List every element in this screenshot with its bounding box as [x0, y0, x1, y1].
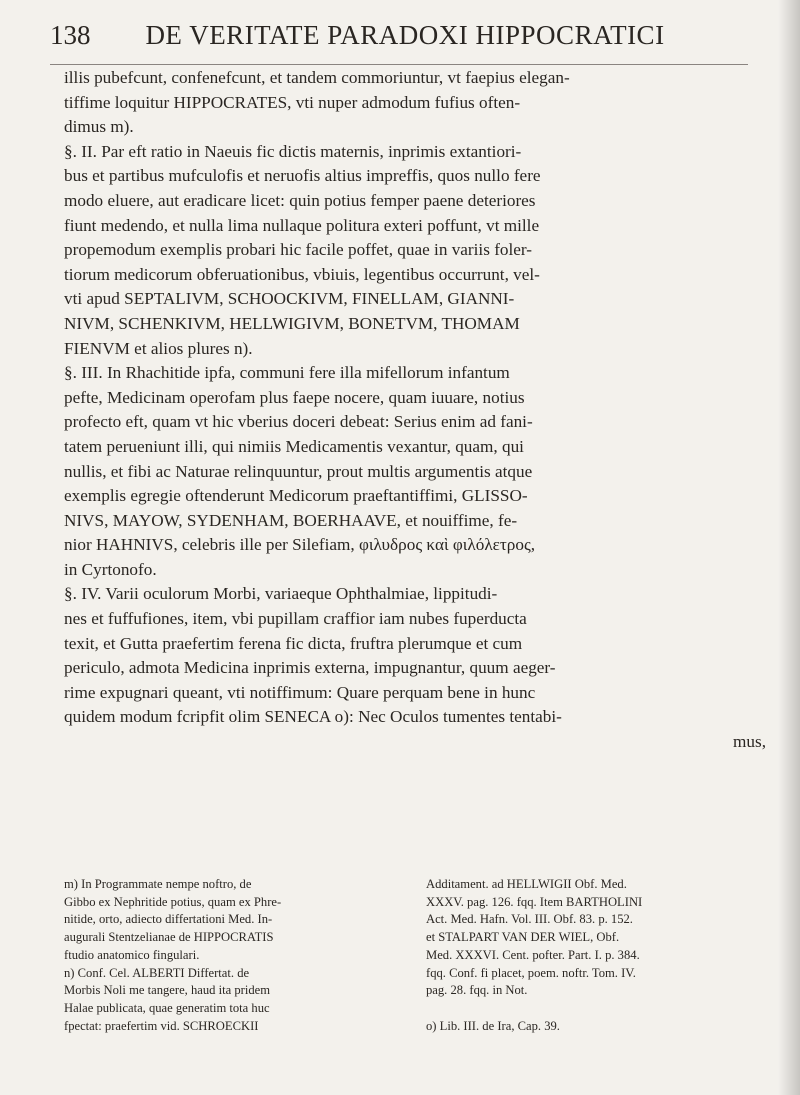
body-line: pefte, Medicinam operofam plus faepe nocere, quam iuuare, notius	[64, 387, 525, 407]
body-line: exemplis egregie oftenderunt Medicorum praeftantiffimi, GLISSO-	[64, 486, 528, 506]
footnote-line: et STALPART VAN DER WIEL, Obf.	[426, 930, 620, 945]
footnote-line: Halae publicata, quae generatim tota huc	[64, 1000, 270, 1015]
body-line: nes et fuffufiones, item, vbi pupillam craffior iam nubes fuperducta	[64, 609, 527, 629]
body-line: modo eluere, aut eradicare licet: quin potius femper paene deteriores	[64, 190, 536, 210]
body-line: texit, et Gutta praefertim ferena fic dicta, fruftra plerumque et cum	[64, 633, 523, 653]
footnote-line: fpectat: praefertim vid. SCHROECKII	[64, 1018, 259, 1033]
footnote-line: nitide, orto, adiecto differtationi Med. In-	[64, 912, 273, 927]
body-line: tatem perueniunt illi, qui nimiis Medicamentis vexantur, quam, qui	[64, 436, 524, 456]
body-line: bus et partibus mufculofis et neruofis altius impreffis, quos nullo fere	[64, 166, 541, 186]
footnote-line: augurali Stentzelianae de HIPPOCRATIS	[64, 930, 274, 945]
footnote-line: m) In Programmate nempe noftro, de	[64, 877, 252, 891]
footnote-line: Gibbo ex Nephritide potius, quam ex Phre-	[64, 894, 282, 909]
footnote-line: ftudio anatomico fingulari.	[64, 947, 200, 962]
body-text	[64, 66, 766, 755]
body-line: quidem modum fcripfit olim SENECA o): Nec Oculos tumentes tentabi-	[64, 707, 562, 727]
footnote-line: Act. Med. Hafn. Vol. III. Obf. 83. p. 152.	[426, 912, 633, 927]
body-line: profecto eft, quam vt hic vberius doceri debeat: Serius enim ad fani-	[64, 412, 533, 432]
footnote-spacer	[426, 1000, 774, 1018]
footnotes-left-column	[64, 876, 412, 1035]
page-number: 138	[50, 20, 91, 50]
body-line: §. II. Par eft ratio in Naeuis fic dictis maternis, inprimis extantiori-	[64, 141, 522, 161]
footnote-line: Additament. ad HELLWIGII Obf. Med.	[426, 877, 627, 891]
body-line: FIENVM et alios plures n).	[64, 338, 253, 358]
body-line: NIVS, MAYOW, SYDENHAM, BOERHAAVE, et nouiffime, fe-	[64, 510, 518, 530]
footnote-line: fqq. Conf. fi placet, poem. noftr. Tom. IV.	[426, 965, 636, 980]
header-rule	[50, 64, 748, 65]
body-line: nullis, et fibi ac Naturae relinquuntur, prout multis argumentis atque	[64, 461, 533, 481]
page-edge-shadow	[778, 0, 800, 1095]
body-line: §. IV. Varii oculorum Morbi, variaeque Ophthalmiae, lippitudi-	[64, 584, 498, 604]
footnote-line: Med. XXXVI. Cent. pofter. Part. I. p. 384.	[426, 947, 640, 962]
body-line: vti apud SEPTALIVM, SCHOOCKIVM, FINELLAM, GIANNI-	[64, 289, 515, 309]
body-line: nior HAHNIVS, celebris ille per Silefiam, φιλυδρος καὶ φιλόλετρος,	[64, 535, 536, 555]
footnotes-right-column	[426, 876, 774, 1035]
footnote-line: XXXV. pag. 126. fqq. Item BARTHOLINI	[426, 894, 643, 909]
body-line: rime expugnari queant, vti notiffimum: Quare perquam bene in hunc	[64, 682, 536, 702]
body-line: periculo, admota Medicina inprimis externa, impugnantur, quum aeger-	[64, 658, 556, 678]
body-line: tiffime loquitur HIPPOCRATES, vti nuper admodum fufius often-	[64, 92, 521, 112]
footnote-line: Morbis Noli me tangere, haud ita pridem	[64, 983, 270, 998]
body-line: propemodum exemplis probari hic facile poffet, quae in variis foler-	[64, 240, 533, 260]
body-line: dimus m).	[64, 117, 134, 137]
footnote-line: pag. 28. fqq. in Not.	[426, 983, 528, 998]
body-line: in Cyrtonofo.	[64, 559, 157, 579]
body-line: tiorum medicorum obferuationibus, vbiuis, legentibus occurrunt, vel-	[64, 264, 540, 284]
page-header	[50, 20, 760, 52]
footnote-line: o) Lib. III. de Ira, Cap. 39.	[426, 1018, 560, 1033]
body-line: NIVM, SCHENKIVM, HELLWIGIVM, BONETVM, THOMAM	[64, 313, 520, 333]
footnote-line: n) Conf. Cel. ALBERTI Differtat. de	[64, 965, 250, 980]
catchword: mus,	[733, 732, 766, 752]
body-line: illis pubefcunt, confenefcunt, et tandem commoriuntur, vt faepius elegan-	[64, 68, 570, 87]
running-title: DE VERITATE PARADOXI HIPPOCRATICI	[145, 20, 665, 50]
body-line: §. III. In Rhachitide ipfa, communi fere illa mifellorum infantum	[64, 363, 510, 383]
body-line: fiunt medendo, et nulla lima nullaque politura exteri poffunt, vt mille	[64, 215, 540, 235]
